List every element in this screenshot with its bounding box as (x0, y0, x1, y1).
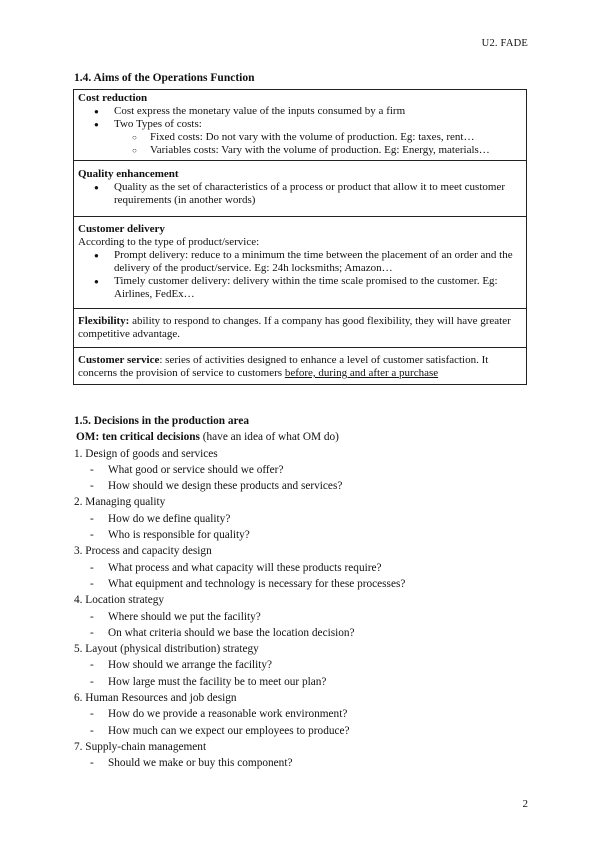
decision-question: - Should we make or buy this component? (74, 755, 534, 771)
decisions-list (74, 446, 534, 772)
cost-bullet-2: ● Two Types of costs: (78, 118, 522, 131)
flexibility-cell (74, 309, 526, 348)
decision-question: - How do we define quality? (74, 511, 534, 527)
service-underlined-text: before, during and after a purchase (284, 367, 439, 379)
decision-item: 1. Design of goods and services (74, 447, 218, 460)
decision-item: 3. Process and capacity design (74, 545, 212, 558)
section-1-title: 1.4. Aims of the Operations Function (74, 72, 255, 84)
decision-question: - How should we design these products and services? (74, 478, 534, 494)
decision-question: - Where should we put the facility? (74, 609, 534, 625)
delivery-bullet-2: ● Timely customer delivery: delivery within the time scale promised to the customer. Eg: Airlines, FedEx… (78, 275, 522, 301)
service-text: : series of activities designed to enhance a level of customer satisfaction. It concerns the provision of service to customers (78, 354, 489, 379)
customer-service-cell (74, 348, 526, 384)
quality-heading: Quality enhancement (78, 168, 179, 180)
delivery-heading: Customer delivery (78, 223, 165, 235)
decision-item: 4. Location strategy (74, 594, 165, 607)
decision-item: 6. Human Resources and job design (74, 692, 237, 705)
quality-bullet-1: ● Quality as the set of characteristics of a process or product that allow it to meet customer requirements (in another words) (78, 181, 522, 207)
decision-item: 2. Managing quality (74, 496, 166, 509)
decision-question: - Who is responsible for quality? (74, 527, 534, 543)
delivery-bullet-1: ● Prompt delivery: reduce to a minimum the time between the placement of an order and the delivery of the product/service. Eg: 24h locksmiths; Amazon… (78, 249, 522, 275)
decision-question: - What equipment and technology is necessary for these processes? (74, 576, 534, 592)
flexibility-text: ability to respond to changes. If a company has good flexibility, they will have greater competitive advantage. (78, 315, 511, 340)
flexibility-heading: Flexibility: (78, 315, 130, 327)
cost-reduction-heading: Cost reduction (78, 92, 148, 104)
subtitle-rest: (have an idea of what OM do) (199, 431, 339, 444)
decision-question: - How large must the facility be to meet our plan? (74, 674, 534, 690)
decision-question: - What process and what capacity will these products require? (74, 560, 534, 576)
cost-reduction-cell (74, 90, 526, 161)
aims-table (73, 89, 527, 385)
page-number: 2 (522, 798, 528, 810)
decision-question: - How should we arrange the facility? (74, 657, 534, 673)
section-2-title: 1.5. Decisions in the production area (74, 415, 250, 427)
section-2-subtitle (74, 429, 534, 445)
decision-item: 7. Supply-chain management (74, 740, 207, 753)
customer-delivery-cell (74, 217, 526, 309)
quality-enhancement-cell (74, 161, 526, 217)
header-code: U2. FADE (481, 38, 528, 49)
decision-question: - How do we provide a reasonable work environment? (74, 706, 534, 722)
decision-question: - What good or service should we offer? (74, 462, 534, 478)
decision-item: 5. Layout (physical distribution) strategy (74, 643, 259, 656)
decision-question: - How much can we expect our employees to produce? (74, 723, 534, 739)
cost-sub-bullet-2: ○ Variables costs: Vary with the volume of production. Eg: Energy, materials… (78, 144, 522, 157)
decision-question: - On what criteria should we base the location decision? (74, 625, 534, 641)
delivery-intro: According to the type of product/service: (78, 236, 260, 248)
cost-sub-bullet-1: ○ Fixed costs: Do not vary with the volume of production. Eg: taxes, rent… (78, 131, 522, 144)
service-heading: Customer service (78, 354, 160, 366)
subtitle-bold: OM: ten critical decisions (76, 431, 200, 444)
decisions-section (74, 413, 534, 772)
cost-bullet-1: ● Cost express the monetary value of the inputs consumed by a firm (78, 105, 522, 118)
